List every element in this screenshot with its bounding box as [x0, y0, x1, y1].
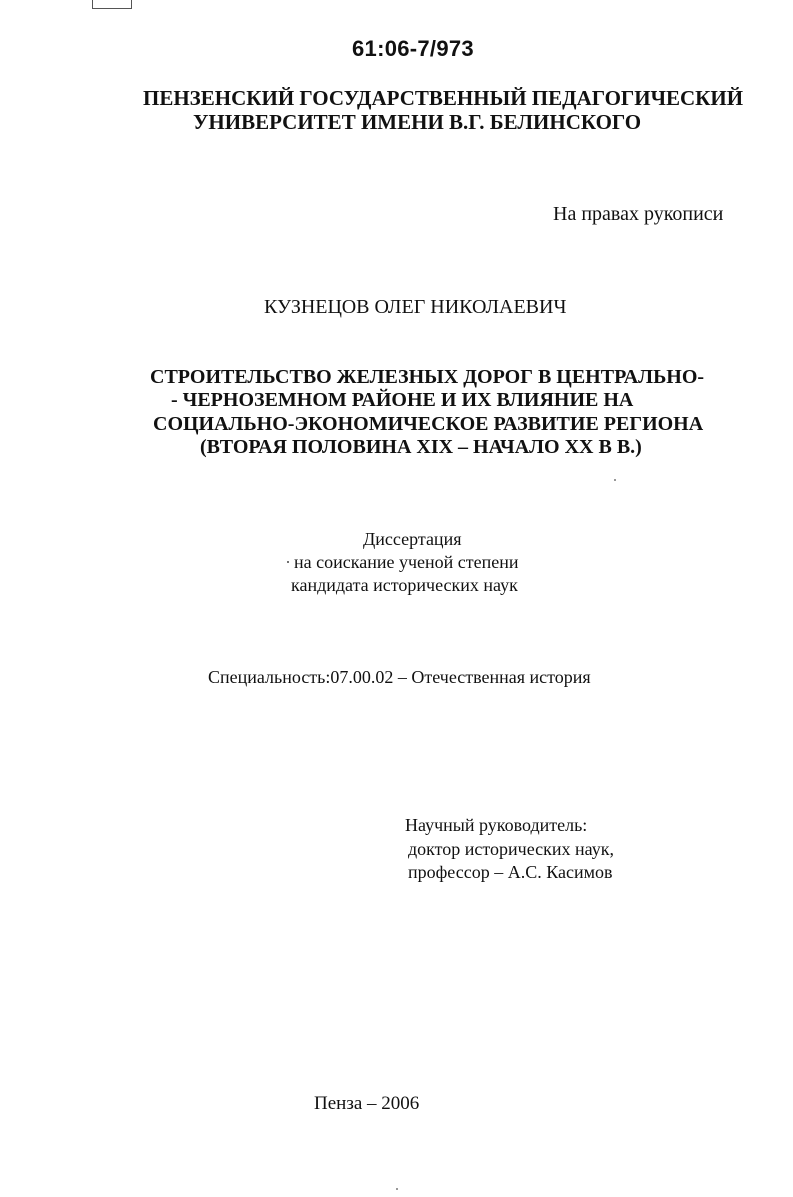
work-type-line-3: кандидата исторических наук — [291, 575, 518, 595]
supervisor-line-1: Научный руководитель: — [405, 815, 588, 835]
thesis-title-line-2: - ЧЕРНОЗЕМНОМ РАЙОНЕ И ИХ ВЛИЯНИЕ НА — [171, 389, 634, 411]
work-type-line-2: на соискание ученой степени — [294, 552, 519, 572]
work-type-line-1: Диссертация — [363, 529, 462, 549]
place-and-year: Пенза – 2006 — [314, 1093, 420, 1114]
author-name: КУЗНЕЦОВ ОЛЕГ НИКОЛАЕВИЧ — [264, 296, 567, 318]
scan-rule — [92, 8, 132, 9]
catalog-number: 61:06-7/973 — [352, 36, 474, 61]
institution-line-1: ПЕНЗЕНСКИЙ ГОСУДАРСТВЕННЫЙ ПЕДАГОГИЧЕСКИЙ — [143, 86, 744, 110]
supervisor-line-2: доктор исторических наук, — [408, 839, 614, 859]
scan-speck — [614, 479, 616, 481]
thesis-title-line-1: СТРОИТЕЛЬСТВО ЖЕЛЕЗНЫХ ДОРОГ В ЦЕНТРАЛЬНО- — [150, 366, 705, 388]
manuscript-rights-note: На правах рукописи — [553, 203, 724, 225]
specialty: Специальность:07.00.02 – Отечественная история — [208, 667, 591, 687]
scan-edge-marks — [92, 0, 136, 10]
scan-speck — [396, 1188, 398, 1190]
scan-speck — [287, 561, 289, 563]
institution-line-2: УНИВЕРСИТЕТ ИМЕНИ В.Г. БЕЛИНСКОГО — [193, 110, 642, 134]
thesis-title-line-4: (ВТОРАЯ ПОЛОВИНА XIX – НАЧАЛО XX В В.) — [200, 436, 642, 458]
thesis-title-line-3: СОЦИАЛЬНО-ЭКОНОМИЧЕСКОЕ РАЗВИТИЕ РЕГИОНА — [153, 413, 704, 435]
supervisor-line-3: профессор – А.С. Касимов — [408, 862, 613, 882]
